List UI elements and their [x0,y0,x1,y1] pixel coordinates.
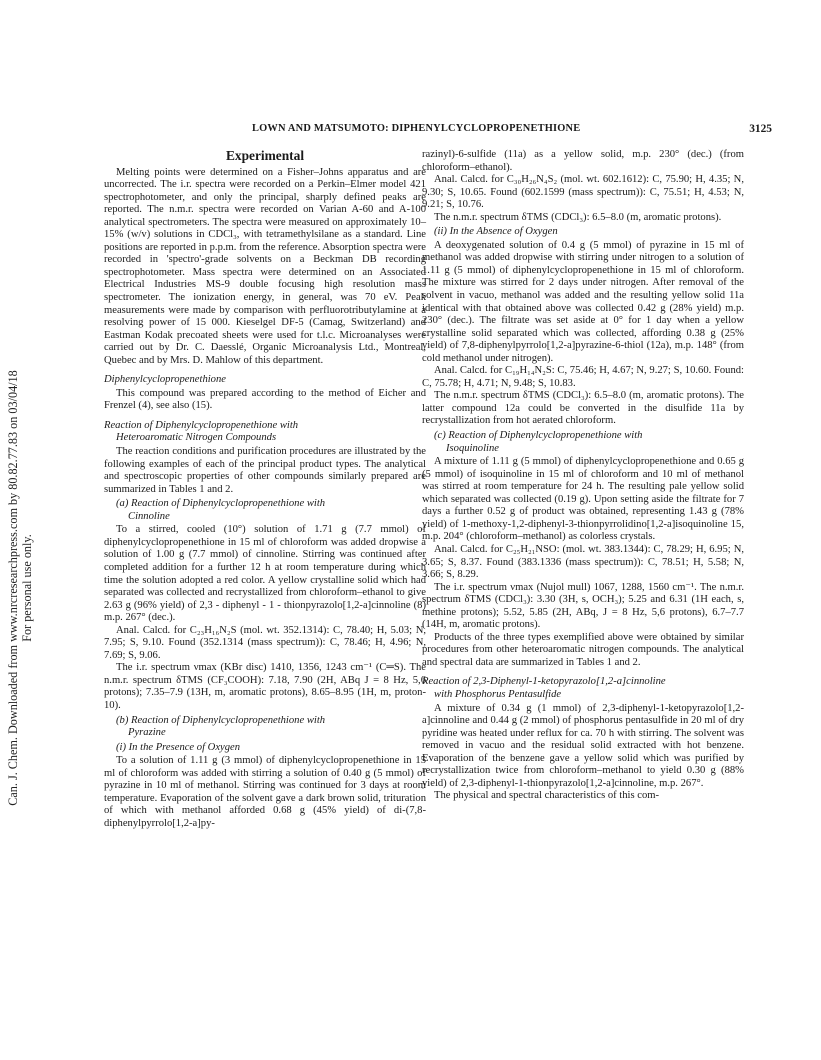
paragraph-spectra: The i.r. spectrum νmax (KBr disc) 1410, 1356, 1243 cm⁻¹ (C═S). The n.m.r. spectrum δTMS (CF₃COOH): 7.18, 7.90 (2H, ABq J = 8 Hz, 5,6 protons); 7.35–7.9 (13H, m, aromatic protons), 8.65–8.95 (1H, m, proton-10). [104,662,426,711]
paragraph-spectra: The n.m.r. spectrum δTMS (CDCl₃): 6.5–8.0 (m, aromatic protons). The latter compound 12a could be converted in the disulfide 11a by recrystallization from hot aerated chloroform. [422,390,744,427]
right-column [422,149,744,803]
section-heading-experimental: Experimental [225,148,305,163]
subheading-diphenylcyclopropenethione: Diphenylcyclopropenethione [104,374,226,386]
subheading-line: Pyrazine [128,727,166,739]
paragraph-analysis: Anal. Calcd. for C₂₃H₁₆N₂S (mol. wt. 352.1314): C, 78.40; H, 5.03; N, 7.95; S, 9.10. Found (352.1314 (mass spectrum)): C, 78.46; H, 4.96; N, 7.69; S, 9.06. [104,624,426,661]
paragraph-preparation: This compound was prepared according to the method of Eicher and Frenzel (4), see also (15). [104,387,426,412]
subheading-isoquinoline [422,430,744,455]
paragraph-general-procedure: The reaction conditions and purification procedures are illustrated by the following examples of each of the principal product types. The analytical and spectroscopic properties of other compounds similarly prepared are summarized in Tables 1 and 2. [104,446,426,495]
subheading-line: Reaction of 2,3-Diphenyl-1-ketopyrazolo[1,2-a]cinnoline [422,676,666,688]
download-stamp-line-2: For personal use only. [20,534,34,642]
paragraph-characteristics: The physical and spectral characteristics of this com- [434,790,660,802]
running-head [104,123,772,139]
paragraph-deoxygenated-procedure: A deoxygenated solution of 0.4 g (5 mmol) of pyrazine in 15 ml of methanol was added dropwise with stirring under nitrogen to a solution of 1.11 g (5 mmol) of diphenylcyclopropenethione in 15 ml of chloroform. The mixture was stirred for 2 days under nitrogen. After removal of the solvent in vacuo, methanol was added and the resulting yellow solid 11a identical with that obtained above was collected 0.42 g (28% yield) m.p. 230° (dec.). The filtrate was set aside at 0° for 1 day when a yellow crystalline solid separated which was collected, affording 0.38 g (25% yield) of 7,8-diphenylpyrrolo[1,2-a]pyrazine-6-thiol (12a), m.p. 148° (from cold methanol under nitrogen). [422,239,744,364]
page-number: 3125 [749,123,772,135]
subheading-line: Isoquinoline [446,442,499,454]
running-title: LOWN AND MATSUMOTO: DIPHENYLCYCLOPROPENETHIONE [252,123,581,134]
paragraph-analysis: Anal. Calcd. for C₂₅H₂₁NSO: (mol. wt. 383.1344): C, 78.29; H, 6.95; N, 3.65; S, 8.37. Found (383.1336 (mass spectrum)): C, 78.51; H, 5.58; N, 3.66; S, 8.29. [422,543,744,581]
subheading-line: (b) Reaction of Diphenylcyclopropenethione with [116,714,326,726]
paragraph-analysis: Anal. Calcd. for C₁₉H₁₄N₂S: C, 75.46; H, 4.67; N, 9.27; S, 10.60. Found: C, 75.78; H, 4.71; N, 9.48; S, 10.83. [422,365,744,389]
subheading-presence-oxygen: (i) In the Presence of Oxygen [116,741,241,753]
paragraph-analysis: Anal. Calcd. for C₃₀H₂₆N₄S₂ (mol. wt. 602.1612): C, 75.90; H, 4.35; N, 9.30; S, 10.65. Found (602.1599 (mass spectrum)): C, 75.51; H, 4.53; N, 9.21; S, 10.76. [422,174,744,211]
subheading-phosphorus-pentasulfide [422,676,744,701]
subheading-line: (a) Reaction of Diphenylcyclopropenethione with [116,498,326,510]
subheading-line: (c) Reaction of Diphenylcyclopropenethione with [434,430,643,442]
download-stamp-line-1: Can. J. Chem. Downloaded from www.nrcresearchpress.com by 80.82.77.83 on 03/04/18 [6,370,20,806]
paragraph-summary: Products of the three types exemplified above were obtained by similar procedures from other heteroaromatic nitrogen compounds. The analytical and spectral data are summarized in Tables 1 and 2. [422,631,744,668]
paragraph-isoquinoline-procedure: A mixture of 1.11 g (5 mmol) of diphenylcyclopropenethione and 0.65 g (5 mmol) of isoquinoline in 15 ml of chloroform and 10 ml of methanol was stirred at room temperature for 24 h. The resulting pale yellow solid which separated was collected (0.19 g). Upon setting aside the filtrate for 7 days a further 0.52 g of product was obtained, representing 1.43 g (78% yield) of 1-methoxy-1,2-diphenyl-3-thionpyrrolidino[1,2-a]isoquinoline 15, m.p. 204° (chloroform–methanol) as colorless crystals. [422,456,744,543]
subheading-absence-oxygen: (ii) In the Absence of Oxygen [434,226,558,238]
subheading-pyrazine [104,715,426,740]
paragraph-spectra: The i.r. spectrum νmax (Nujol mull) 1067, 1288, 1560 cm⁻¹. The n.m.r. spectrum δTMS (CDCl₃): 3.30 (3H, s, OCH₃); 5.25 and 6.31 (1H each, s, methine protons); 5.52, 5.85 (2H, ABq, J = 8 Hz, 5,6 protons), 6.7–7.7 (14H, m, aromatic protons). [422,581,744,631]
paragraph-cinnoline-procedure: To a stirred, cooled (10°) solution of 1.71 g (7.7 mmol) of diphenylcyclopropenethione in 15 ml of chloroform was added dropwise a solution of 1.00 g (7.7 mmol) of cinnoline. Stirring was continued after completed addition for a further 12 h at room temperature during which time the solution adopted a red color. A yellow crystalline solid which had separated was collected and recrystallized from chloroform–ethanol to give 2.63 g (96% yield) of 2,3 - diphenyl - 1 - thionpyrazolo[1,2-a]cinnoline (8) m.p. 267° (dec.). [104,524,426,624]
paragraph-thionation-procedure: A mixture of 0.34 g (1 mmol) of 2,3-diphenyl-1-ketopyrazolo[1,2-a]cinnoline and 0.44 g (2 mmol) of phosphorus pentasulfide in 20 ml of dry pyridine was heated under reflux for ca. 70 h with stirring. The solvent was removed in vacuo and the residual solid extracted with hot benzene. Evaporation of the benzene gave a yellow solid which was purified by recrystallization twice from chloroform–methanol to yield 0.30 g (88% yield) of 2,3-diphenyl-1-thionpyrazolo[1,2-a]cinnoline, m.p. 267°. [422,702,744,789]
subheading-cinnoline [104,498,426,523]
paragraph-instrumentation: Melting points were determined on a Fisher–Johns apparatus and are uncorrected. The i.r. spectra were recorded on a Perkin–Elmer model 421 spectrophotometer, and only the principal, sharply defined peaks are reported. The n.m.r. spectra were recorded on Varian A-60 and A-100 analytical spectrometers. The spectra were measured on approximately 10–15% (w/v) solutions in CDCl₃, with tetramethylsilane as a standard. Line positions are reported in p.p.m. from the reference. Absorption spectra were recorded in 'spectro'-grade solvents on a Beckman DB recording spectrophotometer. Mass spectra were determined on an Associated Electrical Industries MS-9 double focusing high resolution mass spectrometer. The ionization energy, in general, was 70 eV. Peak measurements were made by comparison with perfluorotributylamine at a resolving power of 15 000. Kieselgel DF-5 (Camag, Switzerland) and Eastman Kodak precoated sheets were used for t.l.c. Microanalyses were carried out by Dr. C. Daesslé, Organic Microanalysis Ltd., Montreal, Quebec and by Mrs. D. Mahlow of this department. [104,166,426,366]
paragraph-pyrazine-procedure: To a solution of 1.11 g (3 mmol) of diphenylcyclopropenethione in 15 ml of chloroform was added with stirring a solution of 0.40 g (5 mmol) of pyrazine in 10 ml of methanol. Stirring was continued for 3 days at room temperature. Evaporation of the solvent gave a dark brown solid, trituration of which with methanol afforded 0.68 g (45% yield) of di-(7,8-diphenylpyrrolo[1,2-a]py- [104,755,426,829]
paragraph-spectra: The n.m.r. spectrum δTMS (CDCl₃): 6.5–8.0 (m, aromatic protons). [434,211,722,223]
subheading-line: with Phosphorus Pentasulfide [434,688,562,700]
subheading-reaction-heteroaromatic [104,420,426,445]
subheading-line: Reaction of Diphenylcyclopropenethione with [104,419,299,431]
subheading-line: Cinnoline [128,510,170,522]
left-column [104,149,426,830]
subheading-line: Heteroaromatic Nitrogen Compounds [116,432,277,444]
paragraph-continued: razinyl)-6-sulfide (11a) as a yellow solid, m.p. 230° (dec.) (from chloroform–ethanol). [422,149,744,173]
download-stamp [6,308,36,868]
